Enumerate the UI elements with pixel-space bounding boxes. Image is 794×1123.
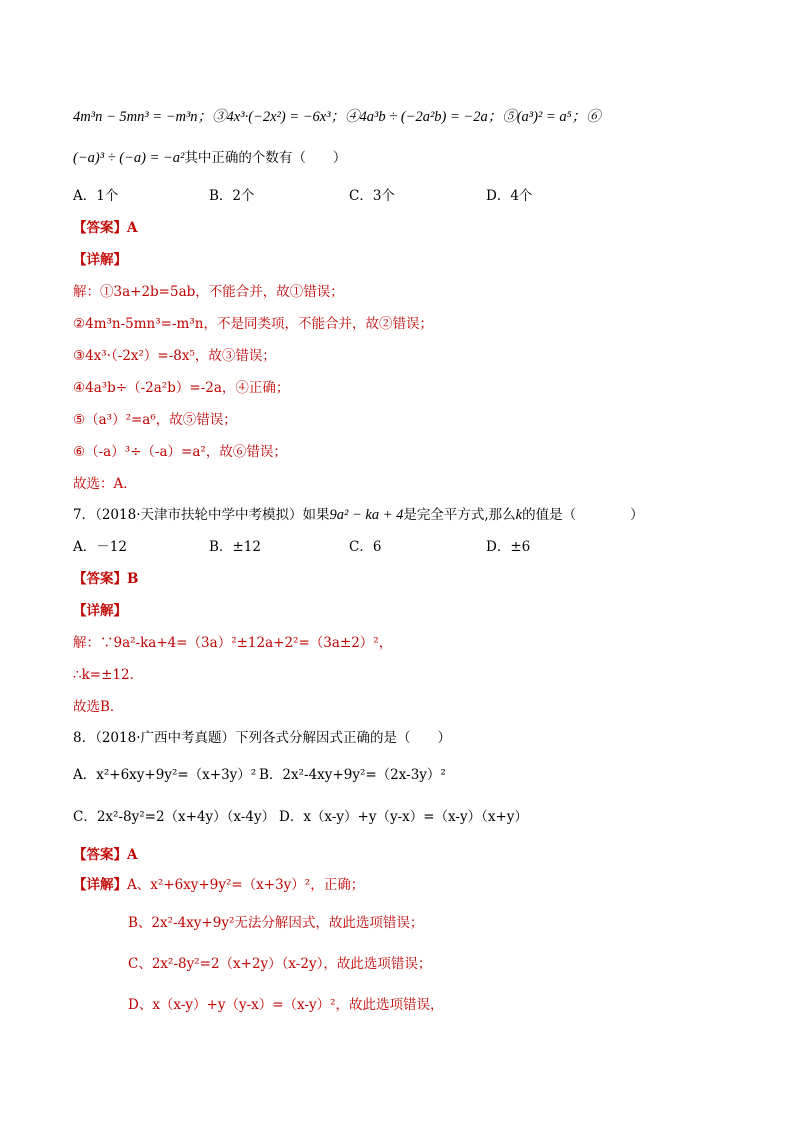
q7-answer: 【答案】B	[73, 571, 139, 587]
q6-statement-line-2	[73, 149, 754, 167]
q6-solution-line-6: ⑥（-a）³÷（-a）=a²，故⑥错误；	[73, 444, 287, 460]
q6-solution-line-4: ④4a³b÷（-2a²b）=-2a，④正确；	[73, 380, 290, 396]
q8-detail-b: B、2x²-4xy+9y²无法分解因式，故此选项错误；	[128, 915, 424, 931]
q6-solution-line-2: ②4m³n-5mn³=-m³n，不是同类项，不能合并，故②错误；	[73, 316, 433, 332]
q8-option-d: D．x（x-y）+y（y-x）=（x-y）（x+y）	[279, 809, 528, 825]
q7-option-b: B．±12	[209, 539, 261, 555]
q8-detail-d: D、x（x-y）+y（y-x）=（x-y）²，故此选项错误，	[128, 997, 444, 1013]
q6-answer: 【答案】A	[73, 220, 138, 236]
q6-option-c: C．3个	[349, 188, 395, 204]
q7-option-d: D．±6	[486, 539, 531, 555]
q7-stem-suffix: 的值是（ ）	[522, 507, 644, 523]
q7-stem-mid: 是完全平方式,那么	[403, 507, 516, 523]
q7-option-c: C．6	[349, 539, 382, 555]
q7-option-a: A．－12	[73, 539, 127, 555]
q8-option-c: C．2x²-8y²=2（x+4y）（x-4y）	[73, 809, 276, 825]
q6-solution-line-3: ③4x³·（-2x²）=-8x⁵，故③错误；	[73, 348, 276, 364]
q7-stem	[73, 506, 754, 524]
q7-stem-prefix: 7．（2018·天津市扶轮中学中考模拟）如果	[73, 507, 330, 523]
q6-option-a: A．1个	[73, 188, 119, 204]
q7-stem-formula: 9a² − ka + 4	[329, 507, 404, 523]
q8-stem: 8．（2018·广西中考真题）下列各式分解因式正确的是（ ）	[73, 730, 451, 746]
q7-detail-label: 【详解】	[73, 603, 127, 619]
q8-detail-c: C、2x²-8y²=2（x+2y）（x-2y），故此选项错误；	[128, 956, 432, 972]
q7-stem-variable: k	[515, 507, 523, 523]
q8-option-a: A．x²+6xy+9y²=（x+3y）²	[73, 767, 257, 783]
q6-solution-line-1: 解：①3a+2b=5ab，不能合并，故①错误；	[73, 284, 344, 300]
q6-option-d: D．4个	[486, 188, 533, 204]
q8-detail-label: 【详解】	[73, 877, 127, 893]
q8-answer: 【答案】A	[73, 847, 138, 863]
q7-solution-line-3: 故选B．	[73, 699, 124, 715]
q7-solution-line-1: 解：∵9a²-ka+4=（3a）²±12a+2²=（3a±2）²，	[73, 635, 393, 651]
q6-option-b: B．2个	[209, 188, 255, 204]
q7-solution-line-2: ∴k=±12．	[73, 667, 144, 683]
q6-solution-line-7: 故选：A．	[73, 476, 137, 492]
q8-detail-a: A、x²+6xy+9y²=（x+3y）²，正确；	[127, 877, 365, 893]
q6-solution-line-5: ⑤（a³）²=a⁶，故⑤错误；	[73, 412, 237, 428]
q6-question-text: 其中正确的个数有（ ）	[184, 150, 347, 166]
q8-detail-line-a	[73, 876, 754, 894]
q6-detail-label: 【详解】	[73, 252, 127, 268]
q6-formula: (−a)³ ÷ (−a) = −a²	[73, 150, 185, 166]
q6-statement-line-1: 4m³n − 5mn³ = −m³n；③4x³·(−2x²) = −6x³；④4a³b ÷ (−2a²b) = −2a；⑤(a³)² = a⁵；⑥	[73, 109, 601, 125]
q8-option-b: B．2x²-4xy+9y²=（2x-3y）²	[259, 767, 446, 783]
